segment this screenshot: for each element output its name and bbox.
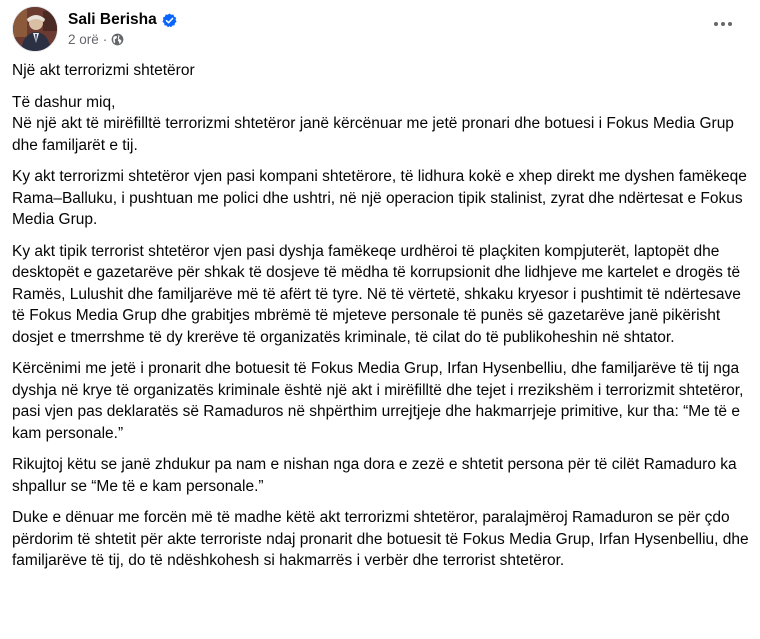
post-header	[12, 6, 177, 52]
post-paragraph: Ky akt terrorizmi shtetëror vjen pasi kompani shtetërore, të lidhura kokë e xhep direkt me dyshen famëkeqe Rama–Balluku, i pushtuan me polici dhe ushtri, në një operacion tipik stalinist, zyrat dhe ndërtesat e Fokus Media Grup.	[12, 168, 747, 228]
post-body	[12, 60, 750, 582]
post-paragraph-greeting	[12, 92, 750, 157]
post-meta	[68, 11, 177, 47]
avatar[interactable]	[12, 6, 58, 52]
profile-photo-icon	[13, 7, 57, 51]
post-paragraph: Rikujtoj këtu se janë zhdukur pa nam e nishan nga dora e zezë e shtetit persona për të cilët Ramaduro ka shpallur se “Me të e kam personale.”	[12, 456, 737, 495]
verified-badge-icon	[162, 13, 177, 28]
post-subline	[68, 32, 177, 47]
separator-dot: ·	[102, 32, 108, 47]
globe-icon[interactable]	[111, 33, 124, 46]
post-paragraph: Ky akt tipik terrorist shtetëror vjen pasi dyshja famëkeqe urdhëroi të plaçkiten kompjuterët, laptopët dhe desktopët e gazetarëve për shkak të dosjeve të mëdha të korrupsionit dhe lidhjeve me kartelet e drogës të Ramës, Lulushit dhe familjarëve më të afërt të tyre. Në të vërtetë, shkaku kryesor i pushtimit të ndërtesave të Fokus Media Grup dhe grabitjes mbrëmë të mjeteve personale të punës së gazetarëve janë pikërisht dosjet e tmerrshme të dy krerëve të organizatës kriminale, të cilat do të publikoheshin në shtator.	[12, 242, 741, 346]
post-paragraph: Kërcënimi me jetë i pronarit dhe botuesit të Fokus Media Grup, Irfan Hysenbelliu, dhe familjarëve të tij nga dyshja në krye të organizatës kriminale është një akt i mirëfilltë dhe tejet i rrezikshëm i terrorizmit shtetëror, pasi vjen pas deklaratës së Ramaduros në shpërthim urrejtjeje dhe hakmarrjeje primitive, kur tha: “Me të e kam personale.”	[12, 360, 744, 442]
greeting-line: Të dashur miq,	[12, 93, 116, 111]
author-name[interactable]: Sali Berisha	[68, 11, 157, 28]
post-title: Një akt terrorizmi shtetëror	[12, 62, 195, 79]
more-horizontal-icon-dot	[721, 22, 725, 26]
more-horizontal-icon-dot	[714, 22, 718, 26]
intro-line: Në një akt të mirëfilltë terrorizmi shtetëror janë kërcënuar me jetë pronari dhe botuesi i Fokus Media Grup dhe familjarët e tij.	[12, 115, 734, 154]
more-options-button[interactable]	[708, 12, 738, 36]
post-paragraph: Duke e dënuar me forcën më të madhe këtë akt terrorizmi shtetëror, paralajmëroj Ramaduron se për çdo përdorim të shtetit për akte terroriste ndaj pronarit dhe botuesit të Fokus Media Grup, Irfan Hysenbelliu, dhe familjarëve të tij, do të ndëshkohesh si hakmarrës i verbër dhe terrorist shtetëror.	[12, 509, 749, 569]
author-row	[68, 11, 177, 29]
more-horizontal-icon-dot	[728, 22, 732, 26]
post-timestamp[interactable]: 2 orë	[68, 32, 99, 47]
